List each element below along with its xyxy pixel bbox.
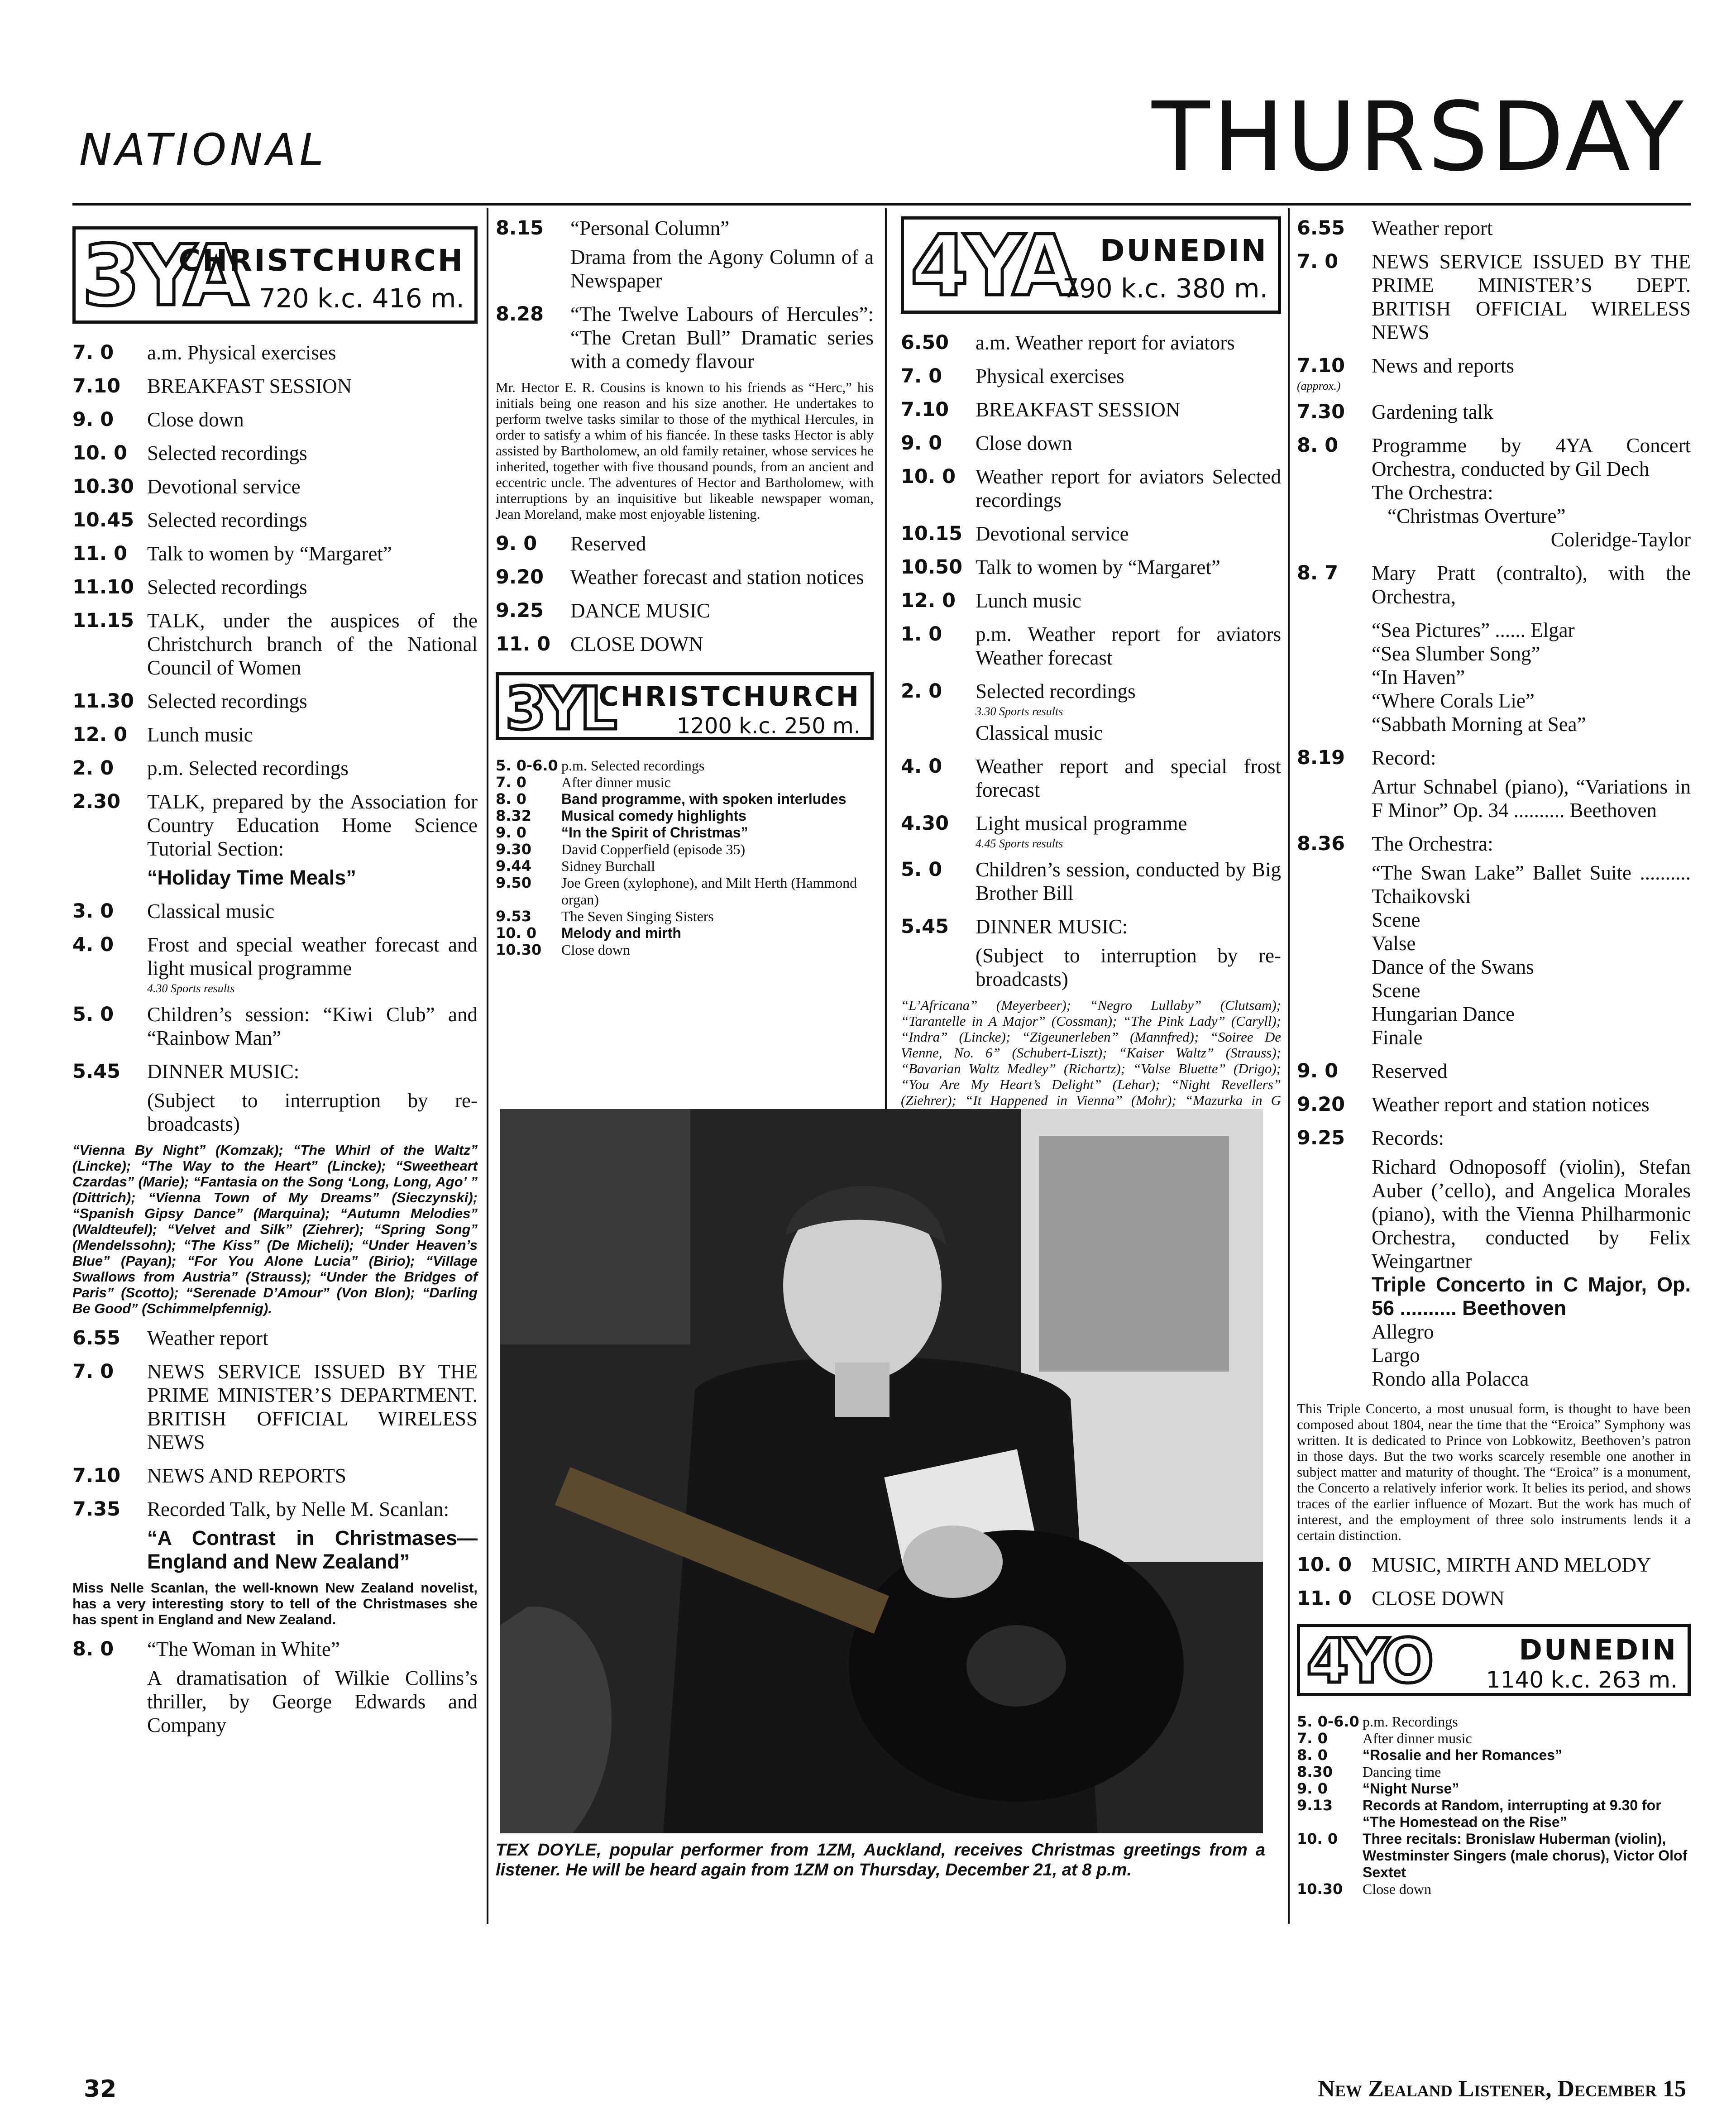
schedule-description: MUSIC, MIRTH AND MELODY (1372, 1554, 1651, 1576)
schedule-item (1297, 400, 1691, 424)
schedule-time: 12. 0 (72, 723, 128, 746)
schedule-time: 11.10 (72, 576, 134, 598)
schedule-item (496, 757, 874, 774)
piece-title: “Christmas Overture” (1387, 505, 1566, 527)
schedule-time: 8.19 (1297, 746, 1345, 769)
column-4ya-continued (1297, 216, 1691, 1898)
schedule-time: 8.32 (496, 807, 531, 824)
schedule-time: 10.30 (1297, 1880, 1343, 1898)
schedule-time: 9.20 (1297, 1093, 1345, 1116)
schedule-item (72, 609, 478, 679)
schedule-item (1297, 1713, 1691, 1730)
schedule-time: 8. 0 (1297, 1746, 1328, 1764)
schedule-item (1297, 1797, 1691, 1831)
list-line: Finale (1372, 1026, 1423, 1049)
schedule-description: DINNER MUSIC: (147, 1060, 300, 1083)
list-line: “In Haven” (1372, 666, 1465, 689)
schedule-item (496, 824, 874, 841)
schedule-time: 2. 0 (901, 680, 942, 703)
schedule-time: 5. 0-6.0 (1297, 1713, 1359, 1730)
schedule-item (901, 679, 1281, 703)
schedule-time: 7.10 (72, 1464, 121, 1487)
schedule-time: 6.55 (72, 1327, 121, 1349)
record-detail: Artur Schnabel (piano), “Variations in F Minor” Op. 34 .......... Beethoven (1372, 775, 1691, 822)
schedule-description: The Orchestra: (1372, 832, 1493, 855)
schedule-item (901, 465, 1281, 512)
schedule-time: 9. 0 (1297, 1060, 1339, 1082)
schedule-description: NEWS SERVICE ISSUED BY THE PRIME MINISTER’S DEPARTMENT. BRITISH OFFICIAL WIRELESS NEWS (147, 1360, 478, 1454)
schedule-item (496, 841, 874, 858)
schedule-description: DINNER MUSIC: (976, 915, 1128, 938)
schedule-item (72, 1360, 478, 1454)
talk-title: “A Contrast in Christmases—England and New Zealand” (147, 1526, 478, 1573)
schedule-description: After dinner music (1363, 1730, 1472, 1746)
station-frequency: 1200 k.c. 250 m. (676, 713, 861, 739)
schedule-time: 10.50 (901, 556, 963, 579)
schedule-description: Weather report and special frost forecast (976, 755, 1281, 801)
schedule-time: 12. 0 (901, 589, 956, 612)
schedule-time: 10. 0 (1297, 1830, 1338, 1847)
schedule-description: BREAKFAST SESSION (147, 375, 352, 397)
schedule-time: 9.25 (496, 599, 544, 622)
schedule-time: 5. 0-6.0 (496, 757, 558, 774)
schedule-item (72, 408, 478, 431)
schedule-time: 7.10 (72, 375, 121, 397)
dinner-music-list: “Vienna By Night” (Komzak); “The Whirl of the Waltz” (Lincke); “The Way to the Heart” (Lincke); “Sweetheart Czardas” (Marie); “Fantasia on the Song ‘Long, Long, Ago’ ” (Dittrich); “Vienna Town of My Dreams” (Sieczynski); “Spanish Gipsy Dance” (Marquina); “Autumn Melodies” (Waldteufel); “Velvet and Silk” (Ziehrer); “Spring Song” (Mendelssohn); “The Kiss” (De Micheli); “Under Heaven’s Blue” (Payan); “For You Alone Lucia” (Birio); “Village Swallows from Austria” (Strauss); “Under the Bridges of Paris” (Scotto); “Serenade D’Amour” (Von Blon); “Darling Be Good” (Schimmelpfennig). (72, 1142, 478, 1316)
schedule-item (1297, 1730, 1691, 1747)
schedule-time: 9.50 (496, 874, 531, 891)
schedule-description: a.m. Physical exercises (147, 341, 336, 364)
schedule-description: Close down (561, 942, 630, 958)
schedule-description: BREAKFAST SESSION (976, 398, 1181, 421)
schedule-item (901, 812, 1281, 835)
schedule-item (496, 858, 874, 875)
schedule-description: David Copperfield (episode 35) (561, 841, 746, 857)
list-line: “Sea Pictures” ...... Elgar (1372, 619, 1575, 641)
schedule-time: 4.30 (901, 812, 949, 835)
schedule-item (72, 508, 478, 532)
schedule-item (1297, 434, 1691, 481)
schedule-time: 7. 0 (72, 341, 114, 364)
composer: Coleridge-Taylor (1550, 528, 1691, 551)
schedule-time: 7. 0 (1297, 250, 1339, 273)
schedule-description: TALK, prepared by the Association for Country Education Home Science Tutorial Section: (147, 790, 478, 860)
station-box-4yo (1297, 1624, 1691, 1696)
talk-title: “Holiday Time Meals” (147, 866, 356, 889)
station-call: 3YL (505, 674, 613, 743)
schedule-item (1297, 1093, 1691, 1116)
schedule-description: Weather report (1372, 217, 1493, 239)
schedule-time: 9. 0 (72, 408, 114, 431)
schedule-description: Record: (1372, 746, 1436, 769)
drama-description: A dramatisation of Wilkie Collins’s thriller, by George Edwards and Company (147, 1667, 478, 1736)
section-label: NATIONAL (79, 124, 327, 175)
schedule-item (1297, 561, 1691, 608)
schedule-item (1297, 1553, 1691, 1577)
schedule-description: Melody and mirth (561, 925, 681, 941)
schedule-description: “The Woman in White” (147, 1638, 340, 1660)
column-divider-2 (885, 208, 887, 1118)
schedule-time: 11. 0 (496, 633, 551, 655)
schedule-description: Talk to women by “Margaret” (976, 556, 1220, 579)
schedule-time: 2.30 (72, 790, 121, 813)
schedule-item (496, 808, 874, 824)
station-city: DUNEDIN (1100, 233, 1268, 268)
schedule-description: Selected recordings (147, 576, 307, 598)
schedule-time: 8.36 (1297, 832, 1345, 855)
schedule-description: NEWS SERVICE ISSUED BY THE PRIME MINISTER’S DEPT. BRITISH OFFICIAL WIRELESS NEWS (1372, 250, 1691, 344)
sports-results: 4.45 Sports results (976, 837, 1063, 850)
schedule-description: “The Twelve Labours of Hercules”: “The Cretan Bull” Dramatic series with a comedy flavour (570, 303, 874, 373)
schedule-item (901, 622, 1281, 670)
schedule-item (901, 331, 1281, 354)
station-call: 4YA (910, 217, 1073, 315)
schedule-item (1297, 1831, 1691, 1881)
schedule-item (496, 908, 874, 925)
schedule-description: Records: (1372, 1127, 1444, 1149)
schedule-item (72, 542, 478, 565)
schedule-item (1297, 354, 1691, 378)
column-divider-1 (487, 208, 488, 1924)
list-line: Rondo alla Polacca (1372, 1368, 1529, 1390)
schedule-time: 11.15 (72, 609, 134, 632)
station-call: 3YA (82, 227, 244, 325)
schedule-description: Lunch music (147, 723, 253, 746)
ballet-suite: “The Swan Lake” Ballet Suite .......... Tchaikovski (1372, 861, 1691, 908)
schedule-item (72, 723, 478, 746)
schedule-description: Close down (147, 408, 244, 431)
schedule-item (72, 689, 478, 713)
column-divider-3 (1288, 208, 1290, 1924)
schedule-time: 8. 0 (496, 790, 526, 808)
photo-tex-doyle (500, 1109, 1263, 1833)
orchestra-label: The Orchestra: (1372, 481, 1493, 504)
schedule-description: Physical exercises (976, 365, 1124, 387)
list-line: Scene (1372, 979, 1420, 1002)
schedule-description: NEWS AND REPORTS (147, 1464, 346, 1487)
station-call: 4YO (1306, 1626, 1430, 1697)
schedule-time: 8.15 (496, 217, 544, 239)
schedule-item (901, 858, 1281, 905)
schedule-item (901, 364, 1281, 388)
schedule-item (496, 942, 874, 958)
schedule-time: 9. 0 (1297, 1780, 1328, 1797)
dinner-music-list: “L’Africana” (Meyerbeer); “Negro Lullaby” (Clutsam); “Tarantelle in A Major” (Cossman); “The Pink Lady” (Caryll); “Indra” (Lincke); “Zigeunerleben” (Mannfred); “Soiree De Vienne, No. 6” (Schubert-Liszt); “Kaiser Waltz” (Strauss); “Bavarian Waltz Medley” (Richartz); “Valse Bluette” (Drigo); “You Are My Heart’s Delight” (Lehar); “Night Revellers” (Ziehrer); “It Happened in Vienna” (Mohr); “Mazurka in G (901, 997, 1281, 1108)
schedule-description: CLOSE DOWN (570, 633, 703, 655)
schedule-item (901, 755, 1281, 802)
schedule-description: Band programme, with spoken interludes (561, 791, 846, 807)
schedule-item (901, 522, 1281, 545)
schedule-description: “Personal Column” (570, 217, 730, 239)
approx-note: (approx.) (1297, 379, 1341, 392)
schedule-description: Weather report for aviators Selected recordings (976, 465, 1281, 512)
series-note: Mr. Hector E. R. Cousins is known to his friends as “Herc,” his initials being one reason and his size another. He undertakes to perform twelve tasks similar to those of the mythical Hercules, in order to satisfy a whim of his fiancée. In these tasks Hector is ably assisted by Bartholomew, an old family retainer, whose services he inherited, together with five thousand pounds, from an ancient and eccentric uncle. The adventures of Hector and Bartholomew, with interruptions by an inquisitive but likeable newspaper woman, Jean Moreland, make most enjoyable listening. (496, 379, 874, 522)
schedule-time: 8. 0 (1297, 434, 1339, 457)
schedule-item (72, 1464, 478, 1487)
sports-results: 3.30 Sports results (976, 705, 1063, 718)
schedule-description: Sidney Burchall (561, 858, 655, 874)
station-box-3ya (72, 226, 478, 324)
schedule-description: p.m. Selected recordings (147, 757, 349, 780)
photo-caption: TEX DOYLE, popular performer from 1ZM, Auckland, receives Christmas greetings from a listener. He will be heard again from 1ZM on Thursday, December 21, at 8 p.m. (496, 1841, 1265, 1879)
schedule-description: Weather report and station notices (1372, 1093, 1650, 1116)
schedule-time: 7. 0 (901, 365, 942, 387)
schedule-description: Classical music (147, 900, 275, 923)
schedule-time: 1. 0 (901, 623, 942, 646)
schedule-time: 10. 0 (72, 442, 128, 464)
schedule-time: 9. 0 (496, 532, 537, 555)
schedule-description: Records at Random, interrupting at 9.30 for “The Homestead on the Rise” (1363, 1797, 1661, 1830)
schedule-item (496, 599, 874, 622)
schedule-time: 3. 0 (72, 900, 114, 923)
schedule-item (496, 532, 874, 555)
schedule-description: p.m. Recordings (1363, 1713, 1458, 1730)
schedule-description: Selected recordings (147, 509, 307, 531)
schedule-time: 7.10 (1297, 354, 1345, 377)
schedule-time: 11. 0 (1297, 1587, 1352, 1610)
schedule-item (901, 915, 1281, 938)
schedule-description: p.m. Selected recordings (561, 757, 705, 774)
schedule-description: Close down (976, 432, 1072, 454)
schedule-item (496, 632, 874, 656)
station-box-3yl (496, 672, 874, 743)
schedule-description: Programme by 4YA Concert Orchestra, conducted by Gil Dech (1372, 434, 1691, 480)
schedule-item (1297, 1780, 1691, 1797)
schedule-time: 8.28 (496, 303, 544, 325)
list-line: Hungarian Dance (1372, 1003, 1515, 1025)
schedule-item (496, 302, 874, 373)
schedule-description: Close down (1363, 1881, 1431, 1897)
schedule-time: 9.25 (1297, 1127, 1345, 1149)
schedule-time: 6.55 (1297, 217, 1345, 239)
schedule-item (72, 441, 478, 465)
schedule-description: Talk to women by “Margaret” (147, 542, 392, 565)
schedule-description: Mary Pratt (contralto), with the Orchestra, (1372, 562, 1691, 608)
schedule-description: Three recitals: Bronislaw Huberman (violin), Westminster Singers (male chorus), Victor Olof Sextet (1363, 1831, 1688, 1880)
list-line: Allegro (1372, 1320, 1434, 1343)
list-line: Valse (1372, 932, 1416, 955)
schedule-time: 10. 0 (1297, 1554, 1352, 1576)
programme-line: Classical music (976, 722, 1103, 744)
station-city: DUNEDIN (1519, 1633, 1678, 1666)
photo-illustration (500, 1109, 1263, 1833)
schedule-item (72, 756, 478, 780)
column-3ya-continued (496, 216, 874, 958)
schedule-description: “Rosalie and her Romances” (1363, 1747, 1563, 1763)
schedule-time: 7.35 (72, 1498, 121, 1521)
schedule-time: 11.30 (72, 690, 134, 713)
schedule-item (1297, 216, 1691, 240)
schedule-time: 9.53 (496, 908, 531, 925)
schedule-item (1297, 746, 1691, 770)
schedule-time: 5. 0 (901, 858, 942, 881)
schedule-time: 8.30 (1297, 1763, 1333, 1780)
interruption-note: (Subject to interruption by re-broadcasts) (147, 1089, 478, 1135)
schedule-description: Selected recordings (147, 442, 307, 464)
schedule-item (496, 565, 874, 589)
schedule-time: 7.30 (1297, 401, 1345, 423)
talk-note: Miss Nelle Scanlan, the well-known New Zealand novelist, has a very interesting story to tell of the Christmases she has spent in England and New Zealand. (72, 1580, 478, 1627)
schedule-time: 10. 0 (496, 924, 537, 942)
schedule-description: a.m. Weather report for aviators (976, 331, 1235, 354)
schedule-item (72, 899, 478, 923)
schedule-item (1297, 832, 1691, 856)
day-heading: THURSDAY (1152, 81, 1686, 192)
schedule-item (1297, 1747, 1691, 1764)
station-city: CHRISTCHURCH (178, 243, 464, 278)
schedule-time: 2. 0 (72, 757, 114, 780)
schedule-item (72, 1497, 478, 1521)
schedule-time: 11. 0 (72, 542, 128, 565)
schedule-description: Weather report (147, 1327, 268, 1349)
list-line: Scene (1372, 909, 1420, 931)
station-frequency: 790 k.c. 380 m. (1062, 273, 1268, 304)
column-3ya (72, 226, 478, 1747)
station-frequency: 1140 k.c. 263 m. (1486, 1667, 1678, 1693)
schedule-time: 9.44 (496, 857, 531, 875)
schedule-item (901, 431, 1281, 455)
schedule-item (496, 925, 874, 942)
schedule-time: 4. 0 (72, 933, 114, 956)
list-line: “Sea Slumber Song” (1372, 642, 1540, 665)
list-line: “Sabbath Morning at Sea” (1372, 713, 1586, 736)
list-line: Largo (1372, 1344, 1420, 1367)
schedule-description: Gardening talk (1372, 401, 1493, 423)
station-frequency: 720 k.c. 416 m. (258, 283, 464, 314)
schedule-item (901, 398, 1281, 421)
column-4ya (901, 216, 1281, 1134)
record-detail: Richard Odnoposoff (violin), Stefan Auber (’cello), and Angelica Morales (piano), with the Vienna Philharmonic Orchestra, conducted by Felix Weingartner (1372, 1156, 1691, 1272)
schedule-item (901, 589, 1281, 612)
schedule-time: 8. 0 (72, 1638, 114, 1660)
schedule-time: 10.30 (496, 941, 542, 958)
schedule-time: 7. 0 (72, 1360, 114, 1383)
schedule-item (496, 216, 874, 240)
schedule-description: p.m. Weather report for aviators Weather forecast (976, 623, 1281, 669)
schedule-description: Joe Green (xylophone), and Milt Herth (Hammond organ) (561, 875, 857, 908)
schedule-time: 10.45 (72, 509, 134, 531)
schedule-time: 7. 0 (1297, 1730, 1328, 1747)
schedule-description: Musical comedy highlights (561, 808, 746, 824)
schedule-item (72, 1326, 478, 1350)
schedule-time: 7. 0 (496, 774, 526, 791)
list-line: “Where Corals Lie” (1372, 689, 1535, 712)
schedule-time: 5.45 (72, 1060, 121, 1083)
schedule-item (72, 1060, 478, 1083)
schedule-description: Devotional service (147, 475, 301, 498)
schedule-description: Dancing time (1363, 1764, 1441, 1780)
schedule-description: Lunch music (976, 589, 1081, 612)
schedule-item (901, 555, 1281, 579)
schedule-time: 6.50 (901, 331, 949, 354)
concerto-note: This Triple Concerto, a most unusual form, is thought to have been composed about 1804, near the time that the “Eroica” Symphony was written. It is dedicated to Prince von Lobkowitz, Beethoven’s patron in those days. But the two works scarcely resemble one another in subject matter and maturity of thought. The “Eroica” is a monument, the Concerto a relatively inferior work. It belies its period, and shows traces of the earlier influence of Mozart. But the work has much of interest, and the employment of three solo instruments lends it a certain distinction. (1297, 1401, 1691, 1543)
station-city: CHRISTCHURCH (598, 681, 861, 713)
schedule-time: 9. 0 (901, 432, 942, 454)
schedule-description: CLOSE DOWN (1372, 1587, 1505, 1610)
schedule-item (1297, 1126, 1691, 1150)
schedule-description: DANCE MUSIC (570, 599, 710, 622)
schedule-time: 10.30 (72, 475, 134, 498)
schedule-description: Recorded Talk, by Nelle M. Scanlan: (147, 1498, 450, 1521)
schedule-description: “Night Nurse” (1363, 1780, 1459, 1797)
schedule-item (72, 790, 478, 861)
schedule-item (72, 374, 478, 398)
list-line: Dance of the Swans (1372, 956, 1534, 978)
schedule-description: “In the Spirit of Christmas” (561, 824, 748, 841)
schedule-item (1297, 1881, 1691, 1898)
schedule-item (496, 875, 874, 908)
schedule-item (496, 774, 874, 791)
schedule-item (1297, 1764, 1691, 1780)
schedule-item (1297, 1059, 1691, 1083)
schedule-time: 5. 0 (72, 1003, 114, 1026)
schedule-description: The Seven Singing Sisters (561, 908, 714, 924)
publication-line: New Zealand Listener, December 15 (1318, 2076, 1686, 2102)
schedule-item (496, 791, 874, 808)
schedule-description: Frost and special weather forecast and light musical programme (147, 933, 478, 980)
schedule-description: News and reports (1372, 354, 1514, 377)
schedule-description: After dinner music (561, 774, 671, 790)
schedule-item (72, 341, 478, 364)
concerto-title: Triple Concerto in C Major, Op. 56 .......... Beethoven (1372, 1273, 1691, 1320)
schedule-time: 9.13 (1297, 1797, 1333, 1814)
schedule-item (72, 575, 478, 599)
drama-description: Drama from the Agony Column of a Newspaper (570, 246, 874, 292)
schedule-time: 9.20 (496, 566, 544, 588)
schedule-time: 4. 0 (901, 755, 942, 778)
interruption-note: (Subject to interruption by re-broadcasts) (976, 944, 1281, 990)
schedule-description: Children’s session: “Kiwi Club” and “Rainbow Man” (147, 1003, 478, 1049)
schedule-description: Selected recordings (976, 680, 1136, 703)
schedule-time: 8. 7 (1297, 562, 1339, 584)
page-number: 32 (84, 2076, 117, 2103)
schedule-item (72, 933, 478, 980)
schedule-item (1297, 1587, 1691, 1610)
schedule-time: 9.30 (496, 841, 531, 858)
schedule-item (1297, 250, 1691, 344)
schedule-item (72, 475, 478, 498)
top-rule (72, 203, 1691, 206)
schedule-description: Light musical programme (976, 812, 1187, 835)
schedule-time: 5.45 (901, 915, 949, 938)
station-box-4ya (901, 216, 1281, 314)
schedule-description: Reserved (570, 532, 646, 555)
schedule-description: TALK, under the auspices of the Christchurch branch of the National Council of Women (147, 609, 478, 679)
schedule-item (72, 1637, 478, 1661)
schedule-item (72, 1003, 478, 1050)
schedule-time: 10.15 (901, 522, 963, 545)
schedule-description: Reserved (1372, 1060, 1448, 1082)
sports-results: 4.30 Sports results (147, 982, 235, 995)
schedule-time: 9. 0 (496, 824, 526, 841)
schedule-description: Weather forecast and station notices (570, 566, 864, 588)
schedule-description: Children’s session, conducted by Big Brother Bill (976, 858, 1281, 904)
schedule-time: 7.10 (901, 398, 949, 421)
schedule-description: Selected recordings (147, 690, 307, 713)
schedule-time: 10. 0 (901, 465, 956, 488)
schedule-description: Devotional service (976, 522, 1129, 545)
